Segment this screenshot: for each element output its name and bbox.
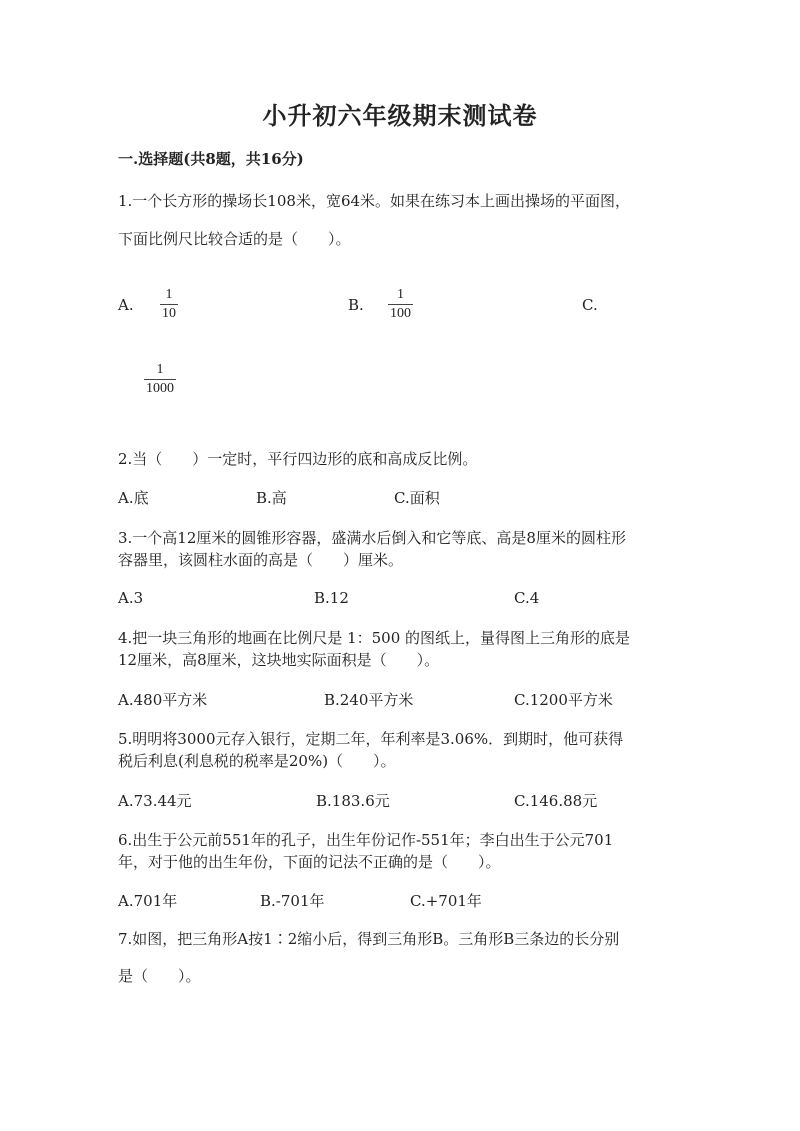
q1-line1: 1.一个长方形的操场长108米，宽64米。如果在练习本上画出操场的平面图， — [118, 192, 631, 210]
q6-option-b: B.-701年 — [260, 892, 325, 910]
q5-option-b: B.183.6元 — [316, 792, 390, 810]
q3-option-a: A.3 — [118, 589, 144, 607]
q4-line2: 12厘米，高8厘米，这块地实际面积是（ ）。 — [118, 651, 440, 669]
q6-line2: 年，对于他的出生年份，下面的记法不正确的是（ ）。 — [118, 853, 501, 871]
q7-line1: 7.如图，把三角形A按1∶2缩小后，得到三角形B。三角形B三条边的长分别 — [118, 930, 620, 948]
q6-line1: 6.出生于公元前551年的孔子，出生年份记作-551年；李白出生于公元701 — [118, 831, 614, 849]
q1-option-b-numerator: 1 — [397, 287, 404, 302]
q4-option-c: C.1200平方米 — [514, 691, 613, 709]
q2-line1: 2.当（ ）一定时，平行四边形的底和高成反比例。 — [118, 450, 478, 468]
q1-option-b-label: B. — [348, 296, 364, 314]
q4-option-b: B.240平方米 — [324, 691, 414, 709]
q1-option-b-denominator: 100 — [390, 306, 411, 321]
q1-option-b-fraction — [388, 287, 413, 322]
q4-line1: 4.把一块三角形的地画在比例尺是 1：500 的图纸上，量得图上三角形的底是 — [118, 629, 631, 647]
q1-option-c-label: C. — [582, 296, 598, 314]
q6-option-c: C.+701年 — [410, 892, 482, 910]
q7-line2: 是（ ）。 — [118, 967, 201, 985]
q5-option-c: C.146.88元 — [514, 792, 598, 810]
q1-option-c-fraction — [144, 362, 176, 397]
q2-option-c: C.面积 — [394, 489, 440, 507]
q5-line2: 税后利息(利息税的税率是20%)（ ）。 — [118, 752, 396, 770]
q1-option-c-numerator: 1 — [156, 362, 164, 377]
q3-line1: 3.一个高12厘米的圆锥形容器，盛满水后倒入和它等底、高是8厘米的圆柱形 — [118, 529, 626, 547]
section-heading: 一.选择题(共8题，共16分) — [118, 150, 304, 168]
q3-line2: 容器里，该圆柱水面的高是（ ）厘米。 — [118, 551, 404, 569]
fraction-bar — [160, 304, 178, 305]
q5-option-a: A.73.44元 — [118, 792, 192, 810]
q1-line2: 下面比例尺比较合适的是（ ）。 — [118, 230, 351, 248]
page-title: 小升初六年级期末测试卷 — [262, 101, 538, 130]
fraction-bar — [144, 379, 176, 380]
fraction-bar — [388, 304, 413, 305]
q1-option-a-denominator: 10 — [162, 306, 176, 321]
q4-option-a: A.480平方米 — [118, 691, 208, 709]
q3-option-b: B.12 — [314, 589, 349, 607]
q1-option-a-label: A. — [118, 296, 134, 314]
q2-option-a: A.底 — [118, 489, 149, 507]
q3-option-c: C.4 — [514, 589, 540, 607]
q1-option-c-denominator: 1000 — [146, 381, 174, 396]
q6-option-a: A.701年 — [118, 892, 178, 910]
q2-option-b: B.高 — [256, 489, 287, 507]
q1-option-a-numerator: 1 — [165, 287, 173, 302]
q5-line1: 5.明明将3000元存入银行，定期二年，年利率是3.06%．到期时，他可获得 — [118, 730, 624, 748]
q1-option-a-fraction — [160, 287, 178, 322]
